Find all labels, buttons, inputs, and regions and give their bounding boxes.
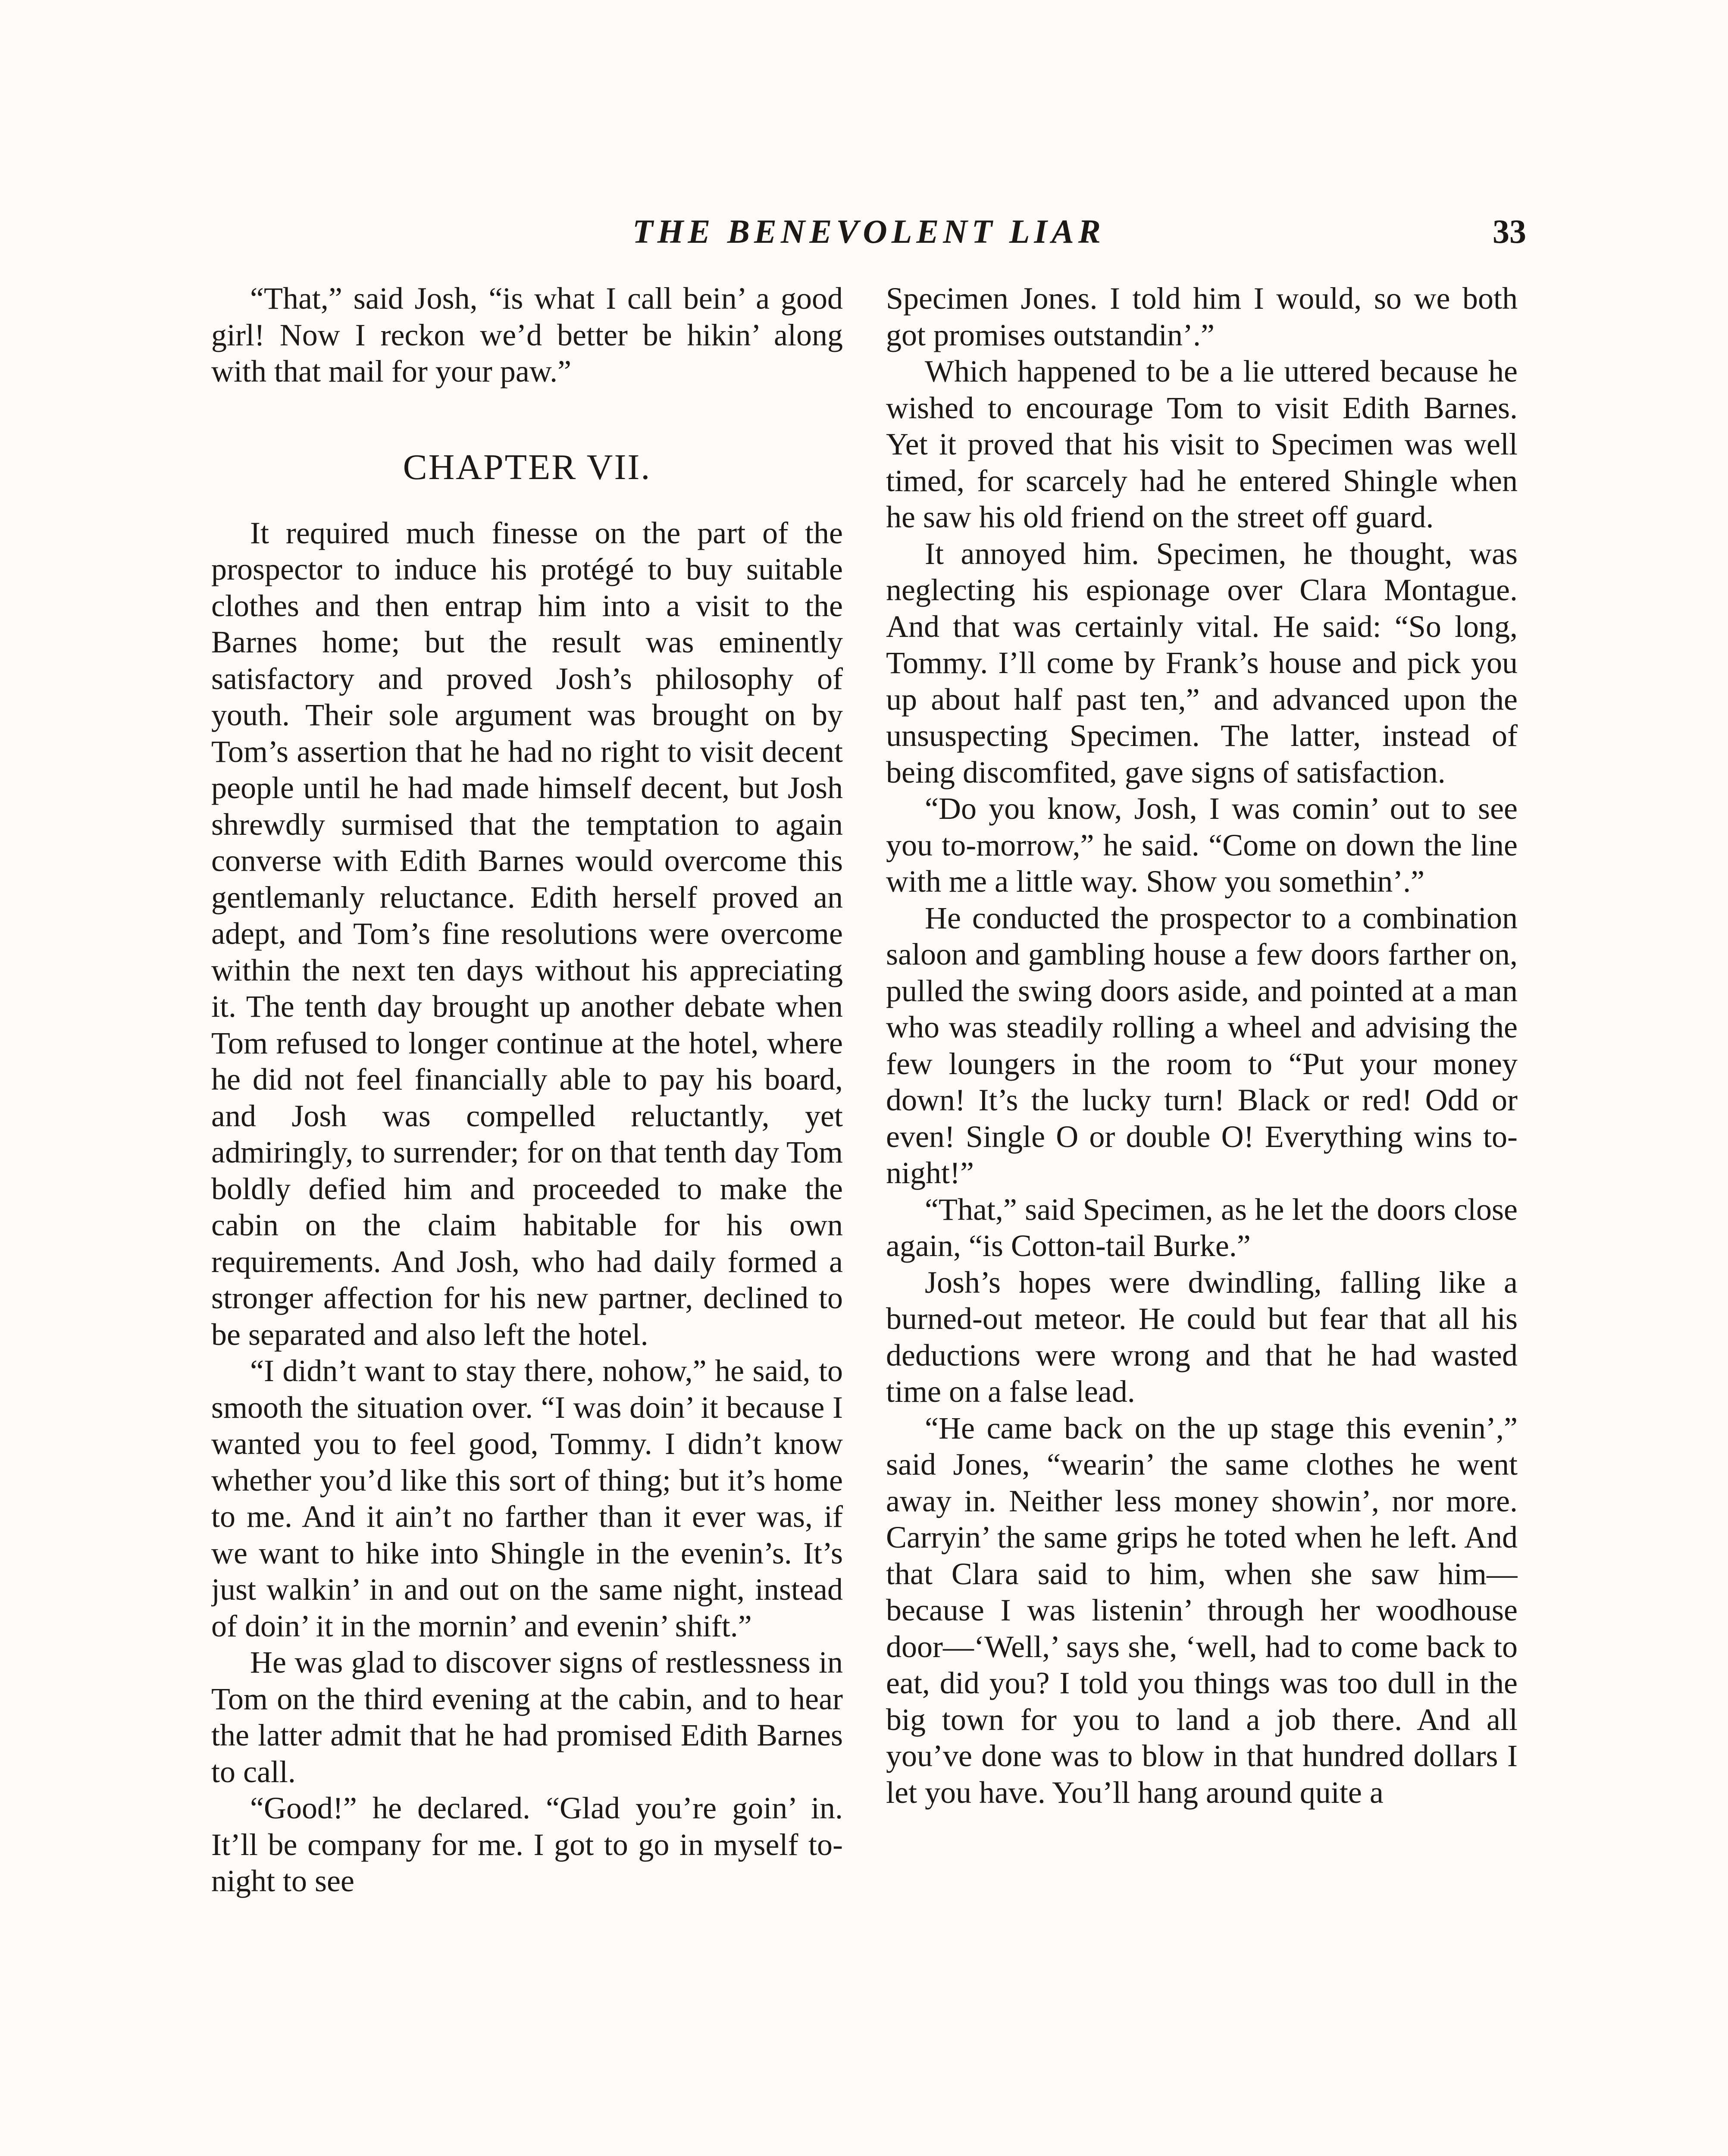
right-column (886, 280, 1518, 2156)
paragraph: He conducted the prospector to a combination saloon and gambling house a few doors farther on, pulled the swing doors aside, and pointed at a man who was steadily rolling a wheel and advising the few loungers in the room to “Put your money down! It’s the lucky turn! Black or red! Odd or even! Single O or double O! Everything wins to-night!” (886, 900, 1518, 1190)
paragraph: Which happened to be a lie uttered because he wished to encourage Tom to visit Edith Barnes. Yet it proved that his visit to Specimen was well timed, for scarcely had he entered Shingle when he saw his old friend on the street off guard. (886, 354, 1518, 534)
paragraph-continued: Specimen Jones. I told him I would, so we both got promises outstandin’.” (886, 281, 1518, 352)
paragraph: It required much finesse on the part of the prospector to induce his protégé to buy suitable clothes and then entrap him into a visit to the Barnes home; but the result was eminently satisfactory and proved Josh’s philosophy of youth. Their sole argument was brought on by Tom’s assertion that he had no right to visit decent people until he had made himself decent, but Josh shrewdly surmised that the temptation to again converse with Edith Barnes would overcome this gentlemanly reluctance. Edith herself proved an adept, and Tom’s fine resolutions were overcome within the next ten days without his appreciating it. The tenth day brought up another debate when Tom refused to longer continue at the hotel, where he did not feel financially able to pay his board, and Josh was compelled reluctantly, yet admiringly, to surrender; for on that tenth day Tom boldly defied him and proceeded to make the cabin on the claim habitable for his own requirements. And Josh, who had daily formed a stronger affection for his new partner, declined to be separated and also left the hotel. (211, 515, 843, 1352)
paragraph: “I didn’t want to stay there, nohow,” he said, to smooth the situation over. “I was doin’ it because I wanted you to feel good, Tommy. I didn’t know whether you’d like this sort of thing; but it’s home to me. And it ain’t no farther than it ever was, if we want to hike into Shingle in the evenin’s. It’s just walkin’ in and out on the same night, instead of doin’ it in the mornin’ and evenin’ shift.” (211, 1354, 843, 1643)
paragraph: It annoyed him. Specimen, he thought, was neglecting his espionage over Clara Montague. And that was certainly vital. He said: “So long, Tommy. I’ll come by Frank’s house and pick you up about half past ten,” and advanced upon the unsuspecting Specimen. The latter, instead of being discomfited, gave signs of satisfaction. (886, 536, 1518, 790)
paragraph: “He came back on the up stage this evenin’,” said Jones, “wearin’ the same clothes he went away in. Neither less money showin’, nor more. Carryin’ the same grips he toted when he left. And that Clara said to him, when she saw him—because I was listenin’ through her woodhouse door—‘Well,’ says she, ‘well, had to come back to eat, did you? I told you things was too dull in the big town for you to land a job there. And all you’ve done was to blow in that hundred dollars I let you have. You’ll hang around quite a (886, 1410, 1518, 1810)
paragraph: He was glad to discover signs of restlessness in Tom on the third evening at the cabin, and to hear the latter admit that he had promised Edith Barnes to call. (211, 1645, 843, 1789)
running-head (211, 208, 1526, 255)
page-number: 33 (1493, 213, 1526, 250)
running-title: THE BENEVOLENT LIAR (632, 213, 1105, 250)
paragraph: Josh’s hopes were dwindling, falling like a burned-out meteor. He could but fear that all his deductions were wrong and that he had wasted time on a false lead. (886, 1265, 1518, 1409)
paragraph: “Good!” he declared. “Glad you’re goin’ in. It’ll be company for me. I got to go in myself to-night to see (211, 1791, 843, 1898)
paragraph: “That,” said Josh, “is what I call bein’ a good girl! Now I reckon we’d better be hikin’ along with that mail for your paw.” (211, 281, 843, 389)
paragraph: “That,” said Specimen, as he let the doors close again, “is Cotton-tail Burke.” (886, 1192, 1518, 1263)
left-column (211, 280, 843, 2156)
chapter-heading: CHAPTER VII. (403, 447, 651, 487)
paragraph: “Do you know, Josh, I was comin’ out to see you to-morrow,” he said. “Come on down the line with me a little way. Show you somethin’.” (886, 791, 1518, 899)
